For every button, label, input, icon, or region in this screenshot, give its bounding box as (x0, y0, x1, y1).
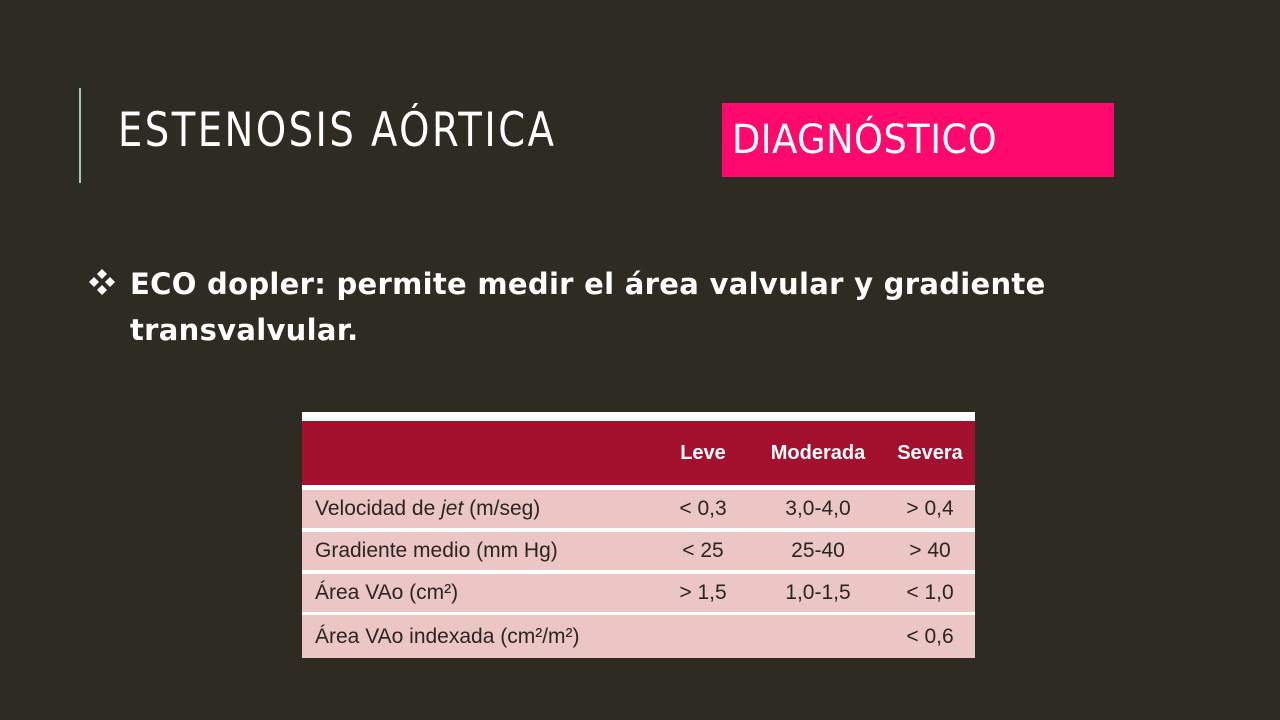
title-accent-line (79, 88, 81, 183)
row-label: Área VAo indexada (cm²/m²) (315, 625, 580, 648)
table-header-row (302, 421, 975, 485)
cell-moderada: 25-40 (791, 539, 845, 562)
table-row (302, 615, 975, 658)
row-label: Gradiente medio (mm Hg) (315, 539, 558, 562)
row-label: Velocidad de jet (m/seg) (315, 497, 541, 520)
cell-severa: > 0,4 (906, 497, 954, 520)
header-moderada: Moderada (770, 442, 866, 464)
table-row (302, 490, 975, 528)
table-row (302, 532, 975, 570)
severity-table (302, 412, 975, 657)
four-diamond-bullet-icon (86, 266, 118, 298)
cell-severa: > 40 (909, 539, 951, 562)
diagnostico-badge (722, 103, 1114, 177)
cell-moderada: 3,0-4,0 (785, 497, 851, 520)
cell-severa: < 1,0 (906, 581, 954, 604)
cell-moderada: 1,0-1,5 (785, 581, 851, 604)
cell-leve: > 1,5 (679, 581, 727, 604)
badge-label: DIAGNÓSTICO (732, 117, 998, 163)
slide-title: ESTENOSIS AÓRTICA (118, 103, 557, 158)
cell-leve (657, 615, 749, 658)
cell-leve: < 0,3 (679, 497, 727, 520)
bullet-text: ECO dopler: permite medir el área valvular y gradiente transvalvular. (130, 267, 1046, 347)
row-label: Área VAo (cm²) (315, 581, 459, 604)
header-severa: Severa (897, 442, 963, 464)
cell-moderada (767, 615, 869, 658)
header-leve: Leve (680, 442, 726, 464)
cell-leve: < 25 (682, 539, 724, 562)
cell-severa: < 0,6 (906, 625, 954, 648)
table-row (302, 574, 975, 612)
